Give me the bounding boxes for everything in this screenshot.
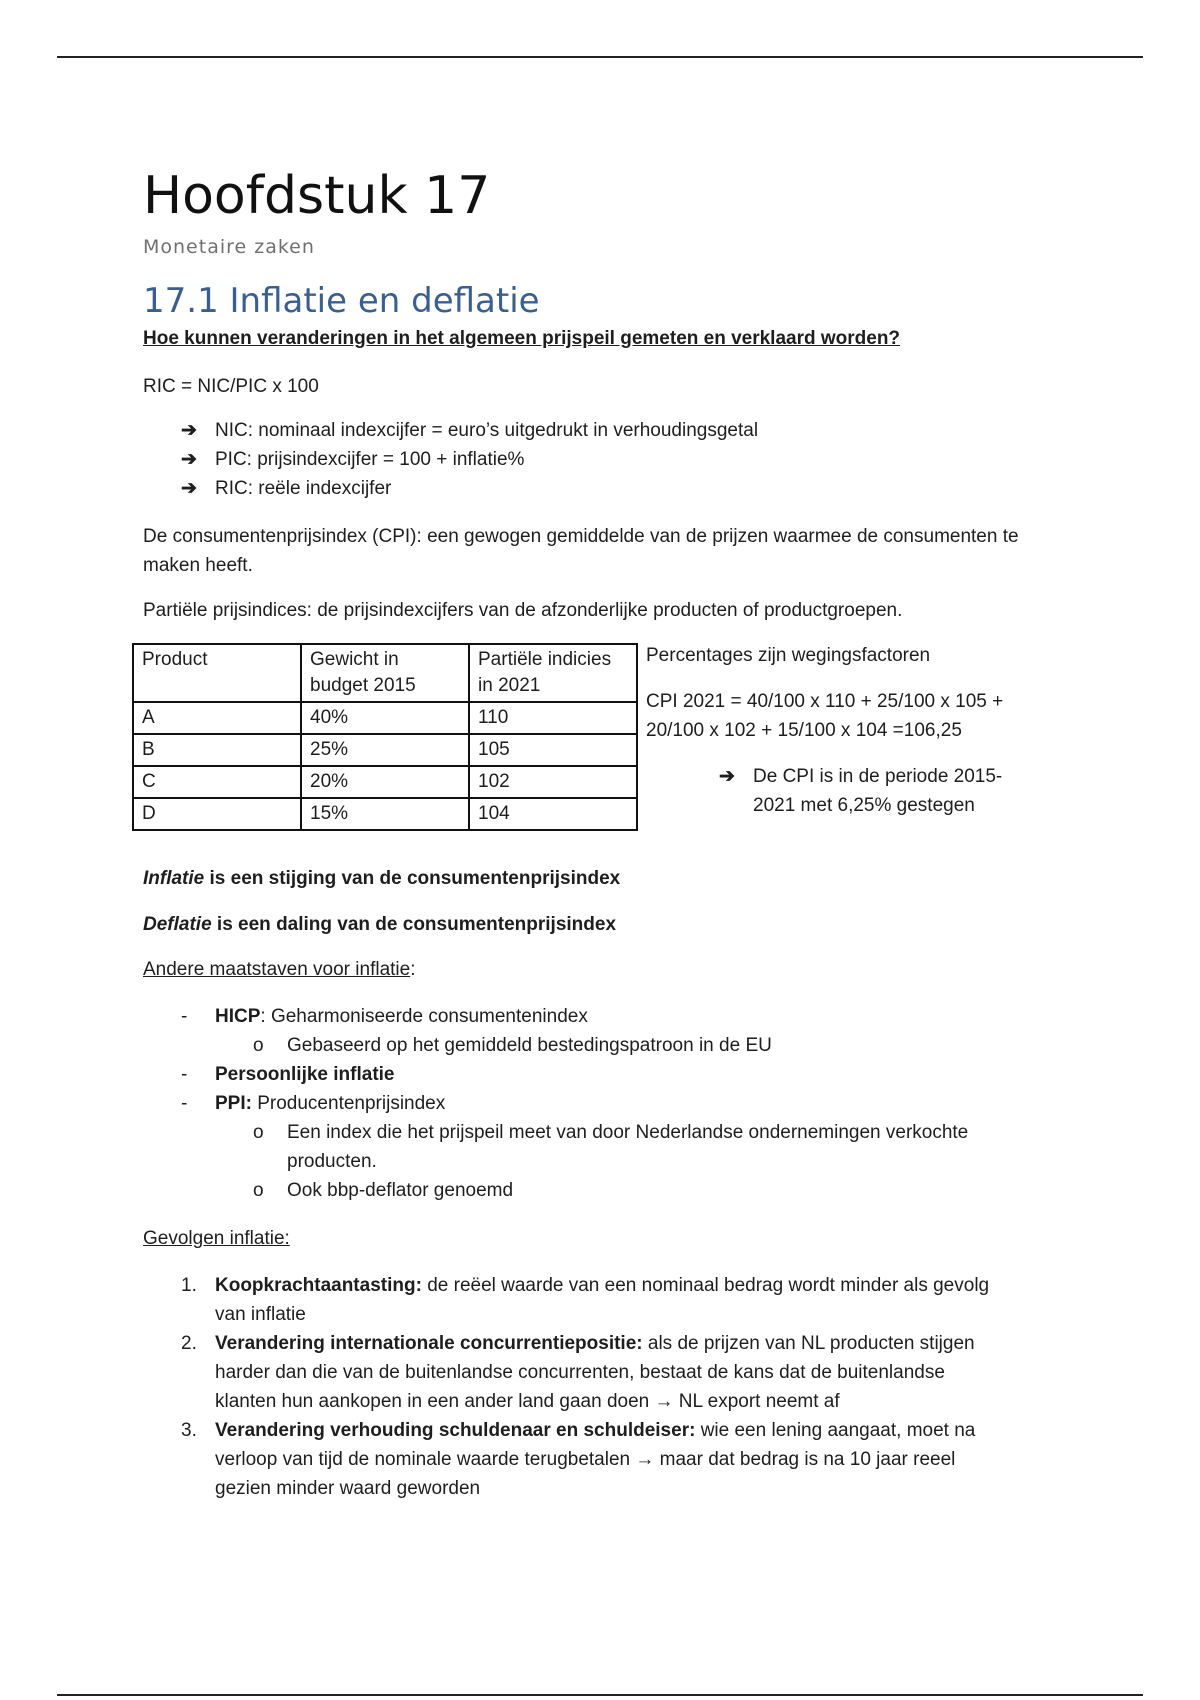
- dash-bullet: -: [181, 1064, 188, 1085]
- definition-item: [181, 416, 758, 445]
- cpi-definition: De consumentenprijsindex (CPI): een gewogen gemiddelde van de prijzen waarmee de consumenten te maken heeft.: [143, 526, 1019, 576]
- ppi-term: PPI:: [215, 1093, 252, 1114]
- consequence-text-continued: klanten hun aankopen in een ander land gaan doen → NL export neemt af: [215, 1391, 840, 1412]
- arrow-icon: ➔: [181, 449, 197, 470]
- measures-heading-colon: :: [410, 959, 416, 980]
- table-row: [133, 798, 637, 830]
- item-number: 3.: [181, 1420, 197, 1441]
- measures-heading: [143, 955, 416, 984]
- consequence-text-continued: gezien minder waard geworden: [215, 1478, 481, 1499]
- consequence-term: Verandering internationale concurrentiepositie:: [215, 1333, 643, 1354]
- cpi-calculation-line: CPI 2021 = 40/100 x 110 + 25/100 x 105 +: [646, 691, 1004, 712]
- definition-item: [181, 474, 391, 503]
- measure-item-ppi: [181, 1089, 445, 1118]
- table-cell: D: [133, 798, 301, 830]
- cpi-conclusion: [719, 762, 1002, 791]
- dash-bullet: -: [181, 1093, 188, 1114]
- table-cell: 25%: [301, 734, 469, 766]
- measures-heading-text: Andere maatstaven voor inflatie: [143, 959, 411, 980]
- table-cell: A: [133, 702, 301, 734]
- consequence-item: [181, 1416, 975, 1445]
- table-header: Product: [133, 644, 301, 702]
- inflation-term: Inflatie: [143, 868, 205, 889]
- deflation-definition: [143, 910, 616, 939]
- table-header-row: [133, 644, 637, 702]
- arrow-icon: ➔: [181, 420, 197, 441]
- ppi-subtext: Ook bbp-deflator genoemd: [287, 1180, 514, 1201]
- definition-item: [181, 445, 524, 474]
- table-row: [133, 734, 637, 766]
- definition-text: NIC: nominaal indexcijfer = euro’s uitgedrukt in verhoudingsgetal: [215, 420, 759, 441]
- dash-bullet: -: [181, 1006, 188, 1027]
- measure-item-personal: [181, 1060, 395, 1089]
- ppi-text: Producentenprijsindex: [251, 1093, 446, 1114]
- cpi-calculation-line: 20/100 x 102 + 15/100 x 104 =106,25: [646, 720, 962, 741]
- table-cell: 20%: [301, 766, 469, 798]
- measure-item-hicp: [181, 1002, 588, 1031]
- consequence-text-continued: verloop van tijd de nominale waarde terugbetalen → maar dat bedrag is na 10 jaar reeel: [215, 1449, 956, 1470]
- weights-note: Percentages zijn wegingsfactoren: [646, 645, 931, 666]
- consequence-text: de reëel waarde van een nominaal bedrag wordt minder als gevolg: [421, 1275, 990, 1296]
- consequence-text: wie een lening aangaat, moet na: [695, 1420, 976, 1441]
- table-cell: C: [133, 766, 301, 798]
- hicp-term: HICP: [215, 1006, 261, 1027]
- table-row: [133, 702, 637, 734]
- table-cell: 105: [469, 734, 637, 766]
- definition-text: RIC: reële indexcijfer: [215, 478, 392, 499]
- table-cell: 40%: [301, 702, 469, 734]
- circle-bullet: o: [253, 1035, 264, 1056]
- cpi-conclusion-continued: 2021 met 6,25% gestegen: [753, 795, 975, 816]
- consequence-text: als de prijzen van NL producten stijgen: [642, 1333, 975, 1354]
- partial-index-definition: Partiële prijsindices: de prijsindexcijfers van de afzonderlijke producten of productgroepen.: [143, 600, 903, 621]
- table-cell: 104: [469, 798, 637, 830]
- table-header: Partiële indicies in 2021: [469, 644, 637, 702]
- item-number: 2.: [181, 1333, 197, 1354]
- footer-rule: [57, 1694, 1143, 1696]
- table-header: Gewicht in budget 2015: [301, 644, 469, 702]
- document-title: Hoofdstuk 17: [143, 166, 491, 226]
- ppi-subtext: Een index die het prijspeil meet van door Nederlandse ondernemingen verkochte: [287, 1122, 969, 1143]
- consequence-item: [181, 1329, 975, 1358]
- table-cell: 15%: [301, 798, 469, 830]
- measure-subitem: [253, 1031, 772, 1060]
- inflation-text: is een stijging van de consumentenprijsindex: [204, 868, 621, 889]
- header-rule: [57, 56, 1143, 58]
- hicp-subtext: Gebaseerd op het gemiddeld bestedingspatroon in de EU: [287, 1035, 772, 1056]
- item-number: 1.: [181, 1275, 197, 1296]
- consequence-term: Verandering verhouding schuldenaar en schuldeiser:: [215, 1420, 696, 1441]
- table-cell: 102: [469, 766, 637, 798]
- table-row: [133, 766, 637, 798]
- circle-bullet: o: [253, 1122, 264, 1143]
- section-heading: 17.1 Inflatie en deflatie: [143, 281, 540, 321]
- consequence-item: [181, 1271, 989, 1300]
- ric-formula: RIC = NIC/PIC x 100: [143, 376, 319, 397]
- table-cell: B: [133, 734, 301, 766]
- arrow-icon: ➔: [181, 478, 197, 499]
- table-cell: 110: [469, 702, 637, 734]
- measure-subitem: [253, 1176, 513, 1205]
- deflation-term: Deflatie: [143, 914, 212, 935]
- measure-subitem: [253, 1118, 968, 1147]
- hicp-text: : Geharmoniseerde consumentenindex: [260, 1006, 588, 1027]
- arrow-icon: ➔: [719, 766, 735, 787]
- inflation-definition: [143, 864, 620, 893]
- consequence-text-continued: van inflatie: [215, 1304, 306, 1325]
- conclusion-text: De CPI is in de periode 2015-: [753, 766, 1003, 787]
- section-question: Hoe kunnen veranderingen in het algemeen prijspeil gemeten en verklaard worden?: [143, 328, 901, 349]
- definition-text: PIC: prijsindexcijfer = 100 + inflatie%: [215, 449, 525, 470]
- consequence-text-continued: harder dan die van de buitenlandse concurrenten, bestaat de kans dat de buitenlandse: [215, 1362, 945, 1383]
- circle-bullet: o: [253, 1180, 264, 1201]
- consequences-heading: Gevolgen inflatie:: [143, 1228, 290, 1249]
- personal-inflation-text: Persoonlijke inflatie: [215, 1064, 395, 1085]
- price-index-table: [132, 643, 638, 831]
- measure-subitem-continued: producten.: [287, 1151, 377, 1172]
- document-subtitle: Monetaire zaken: [143, 236, 315, 258]
- consequence-term: Koopkrachtaantasting:: [215, 1275, 422, 1296]
- deflation-text: is een daling van de consumentenprijsindex: [211, 914, 617, 935]
